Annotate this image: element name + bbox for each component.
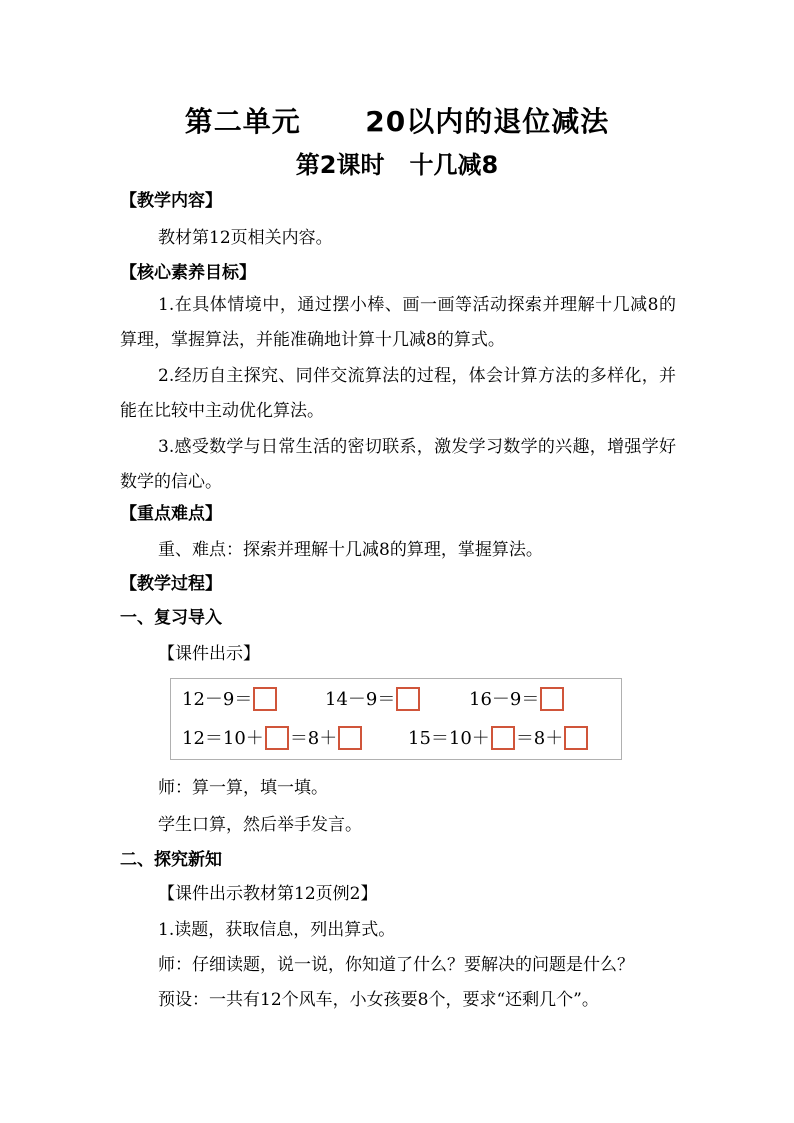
exercise-3 (469, 687, 565, 712)
answer-blank[interactable] (540, 687, 564, 711)
exercise-5-text-b: ＝8＋ (515, 728, 564, 749)
goal-2: 2.经历自主探究、同伴交流算法的过程，体会计算方法的多样化，并能在比较中主动优化算法。 (120, 366, 676, 421)
exercise-2-text: 14－9＝ (325, 689, 396, 710)
lesson-label: 第2课时 (295, 151, 385, 179)
unit-title (0, 100, 794, 140)
exercise-2 (325, 687, 421, 712)
lesson-name: 十几减8 (409, 151, 499, 179)
answer-blank[interactable] (396, 687, 420, 711)
exercise-4 (182, 726, 363, 751)
exercise-3-text: 16－9＝ (469, 689, 540, 710)
exercise-5-text-a: 15＝10＋ (408, 728, 490, 749)
unit-label: 第二单元 (184, 105, 301, 138)
part1-heading: 一、复习导入 (120, 608, 222, 628)
exercise-4-text-b: ＝8＋ (289, 728, 338, 749)
answer-blank[interactable] (338, 726, 362, 750)
key-text: 重、难点：探索并理解十几减8的算理，掌握算法。 (158, 540, 543, 560)
student-line-1: 学生口算，然后举手发言。 (158, 815, 362, 835)
teacher-line-1: 师：算一算，填一填。 (158, 778, 328, 798)
unit-name: 20以内的退位减法 (365, 105, 610, 138)
teacher-line-2: 师：仔细读题，说一说，你知道了什么？要解决的问题是什么？ (158, 955, 634, 975)
goal-3: 3.感受数学与日常生活的密切联系，激发学习数学的兴趣，增强学好数学的信心。 (120, 437, 676, 492)
goal-1: 1.在具体情境中，通过摆小棒、画一画等活动探索并理解十几减8的算理，掌握算法，并能准确地计算十几减8的算式。 (120, 295, 676, 350)
step-1: 1.读题，获取信息，列出算式。 (158, 920, 396, 940)
process-heading: 【教学过程】 (120, 574, 222, 594)
answer-blank[interactable] (491, 726, 515, 750)
answer-blank[interactable] (564, 726, 588, 750)
content-text: 教材第12页相关内容。 (158, 228, 333, 248)
courseware-label-2: 【课件出示教材第12页例2】 (158, 884, 378, 904)
key-heading: 【重点难点】 (120, 504, 222, 524)
content-heading: 【教学内容】 (120, 191, 222, 211)
courseware-label: 【课件出示】 (158, 644, 260, 664)
lesson-title (0, 145, 794, 180)
exercise-1-text: 12－9＝ (182, 689, 253, 710)
preset-line: 预设：一共有12个风车，小女孩要8个，要求“还剩几个”。 (158, 990, 599, 1010)
exercise-5 (408, 726, 589, 751)
answer-blank[interactable] (265, 726, 289, 750)
goals-heading: 【核心素养目标】 (120, 263, 256, 283)
part2-heading: 二、探究新知 (120, 850, 222, 870)
answer-blank[interactable] (253, 687, 277, 711)
exercise-4-text-a: 12＝10＋ (182, 728, 264, 749)
exercise-1 (182, 687, 278, 712)
